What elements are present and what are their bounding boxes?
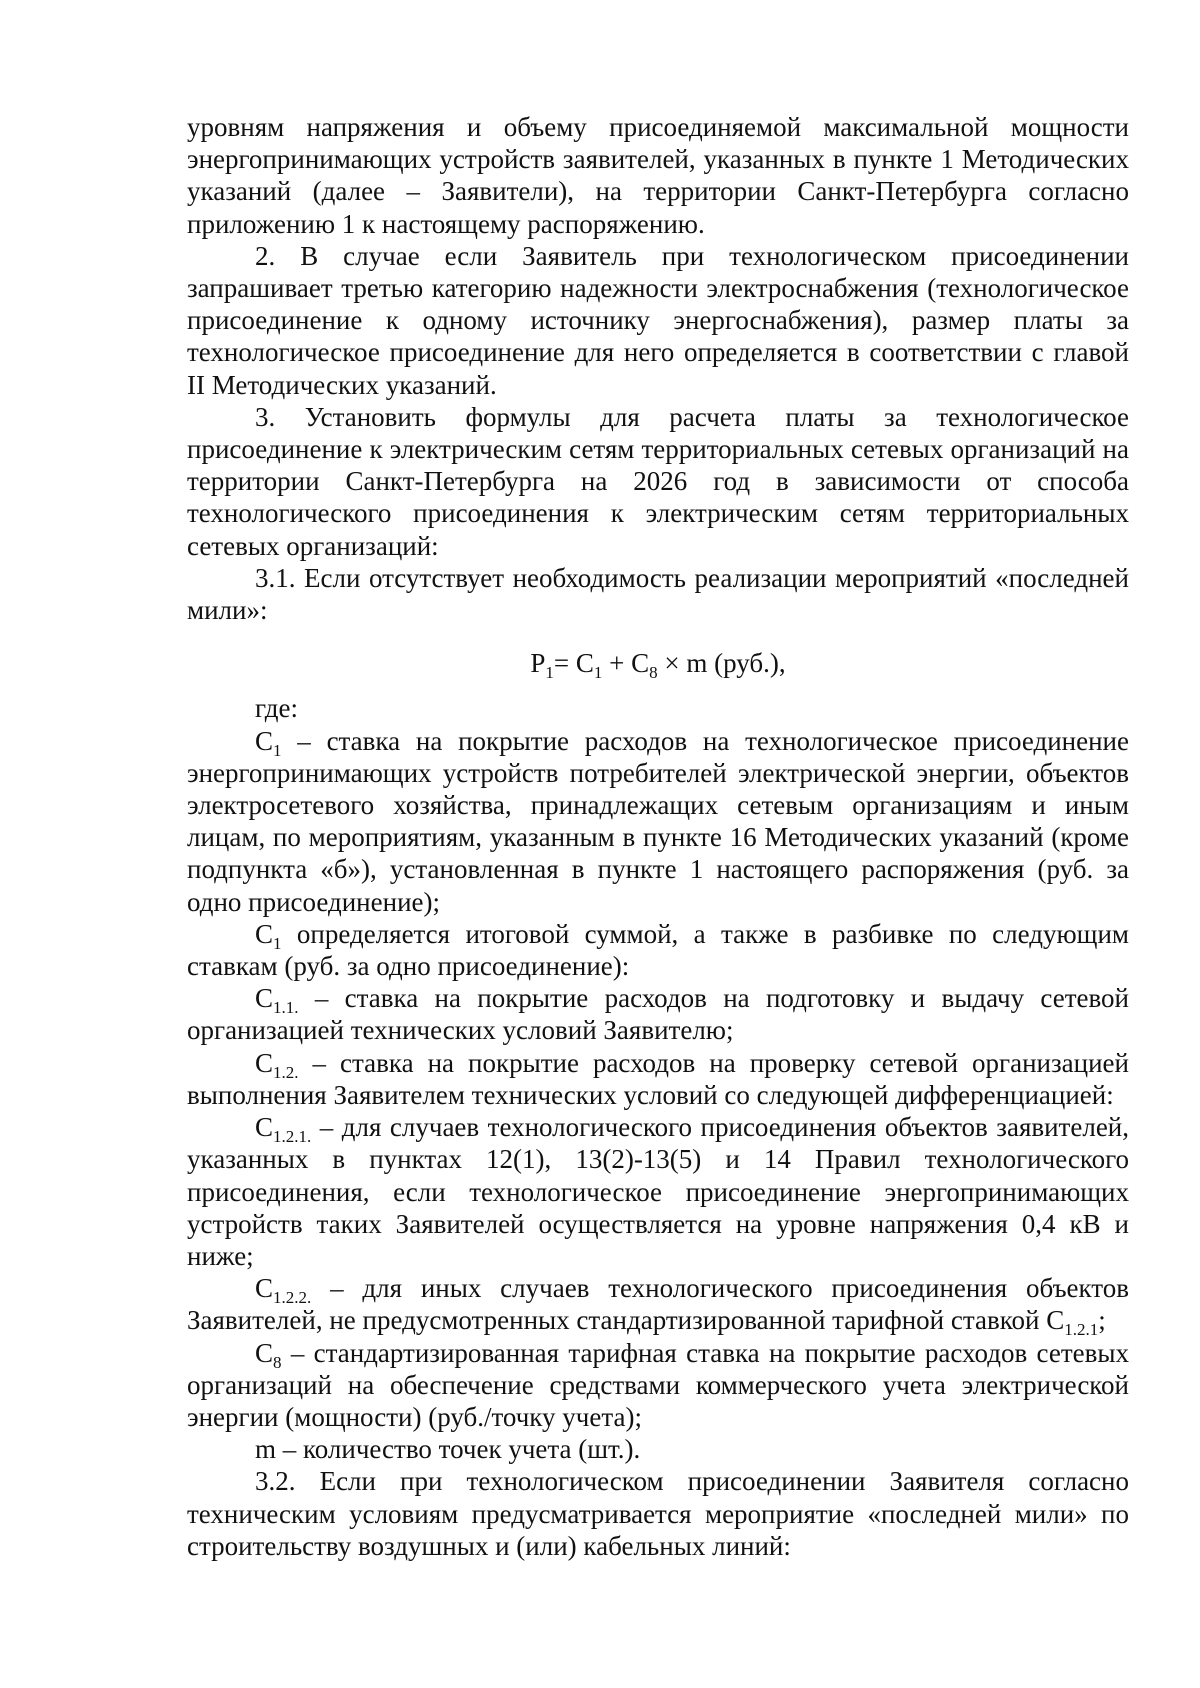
c8-definition-text: – стандартизированная тарифная ставка на покрытие расходов сетевых организаций на обеспечение средствами коммерческого учета электрической энергии (мощности) (руб./точку учета); [187,1337,1129,1432]
formula-c8-subscript: 8 [649,663,658,683]
definition-c1-2-1 [187,1111,1129,1272]
c1-split-text: определяется итоговой суммой, а также в разбивке по следующим ставкам (руб. за одно присоединение): [187,918,1129,982]
definition-c8 [187,1337,1129,1434]
formula-p-symbol: P [530,648,546,679]
formula-rest: × m (руб.), [657,648,786,679]
document-body [187,111,1129,1562]
where-label: где: [255,693,298,724]
definition-c1-1 [187,982,1129,1046]
c1-symbol: C [255,725,274,756]
paragraph-3-1: 3.1. Если отсутствует необходимость реализации мероприятий «последней мили»: [187,562,1129,626]
c1-definition-text: – ставка на покрытие расходов на технологическое присоединение энергопринимающих устройств потребителей электрической энергии, объектов электросетевого хозяйства, принадлежащих сетевым организациям и иным лицам, по мероприятиям, указанным в пункте 16 Методических указаний (кроме подпункта «б»), установленная в пункте 1 настоящего распоряжения (руб. за одно присоединение); [187,725,1129,917]
c1-2-2-subscript: 1.2.2. [273,1288,312,1308]
c1-2-text: – ставка на покрытие расходов на проверку сетевой организацией выполнения Заявителем технических условий со следующей дифференциацией: [187,1047,1129,1110]
paragraph-3-2: 3.2. Если при технологическом присоединении Заявителя согласно техническим условиям предусматривается мероприятие «последней мили» по строительству воздушных и (или) кабельных линий: [187,1466,1129,1561]
definition-c1-split [187,918,1129,982]
c1-split-symbol: C [255,918,274,949]
definition-c1-2 [187,1047,1129,1111]
c1-2-1-subscript: 1.2.1. [273,1127,312,1147]
c1-1-symbol: C [255,983,274,1014]
paragraph-2: 2. В случае если Заявитель при технологическом присоединении запрашивает третью категорию надежности электроснабжения (технологическое присоединение к одному источнику энергоснабжения), размер платы за технологическое присоединение для него определяется в соответствии с главой II Методических указаний. [187,240,1129,400]
c1-split-subscript: 1 [273,933,282,953]
c1-2-2-symbol: C [255,1273,274,1304]
formula-c1-subscript: 1 [593,663,603,683]
formula-equals: = [553,648,576,679]
paragraph-3: 3. Установить формулы для расчета платы за технологическое присоединение к электрическим сетям территориальных сетевых организаций на территории Санкт-Петербурга на 2026 год в зависимости от способа технологического присоединения к электрическим сетям территориальных сетевых организаций: [187,401,1129,561]
formula-p-subscript: 1 [545,663,554,683]
c1-2-1-symbol: C [255,1112,274,1143]
formula-c8-symbol: C [631,648,650,679]
definition-c1 [187,725,1129,918]
c1-2-1-text: – для случаев технологического присоединения объектов заявителей, указанных в пунктах 12(1), 13(2)-13(5) и 14 Правил технологического присоединения, если технологическое присоединение энергопринимающих устройств таких Заявителей осуществляется на уровне напряжения 0,4 кВ и ниже; [187,1112,1129,1271]
definition-c1-2-2 [187,1272,1129,1340]
c1-2-2-ref-symbol: C [1046,1305,1065,1336]
formula-p1 [187,647,1129,683]
c1-2-2-tail: ; [1098,1305,1106,1336]
c1-2-symbol: C [255,1047,274,1078]
c1-1-text: – ставка на покрытие расходов на подготовку и выдачу сетевой организацией технических условий Заявителю; [187,983,1129,1046]
c1-subscript: 1 [273,740,282,760]
c8-symbol: C [255,1337,274,1368]
c1-2-2-text: – для иных случаев технологического присоединения объектов Заявителей, не предусмотренных стандартизированной тарифной ставкой [187,1273,1129,1336]
paragraph-intro: уровням напряжения и объему присоединяемой максимальной мощности энергопринимающих устройств заявителей, указанных в пункте 1 Методических указаний (далее – Заявители), на территории Санкт-Петербурга согласно приложению 1 к настоящему распоряжению. [187,112,1129,239]
c1-2-2-ref-subscript: 1.2.1 [1064,1320,1099,1340]
c8-subscript: 8 [273,1352,282,1372]
definition-m: m – количество точек учета (шт.). [255,1434,641,1465]
c1-2-subscript: 1.2. [273,1062,299,1082]
c1-1-subscript: 1.1. [273,998,299,1018]
formula-c1-symbol: C [575,648,594,679]
formula-plus: + [602,648,632,679]
